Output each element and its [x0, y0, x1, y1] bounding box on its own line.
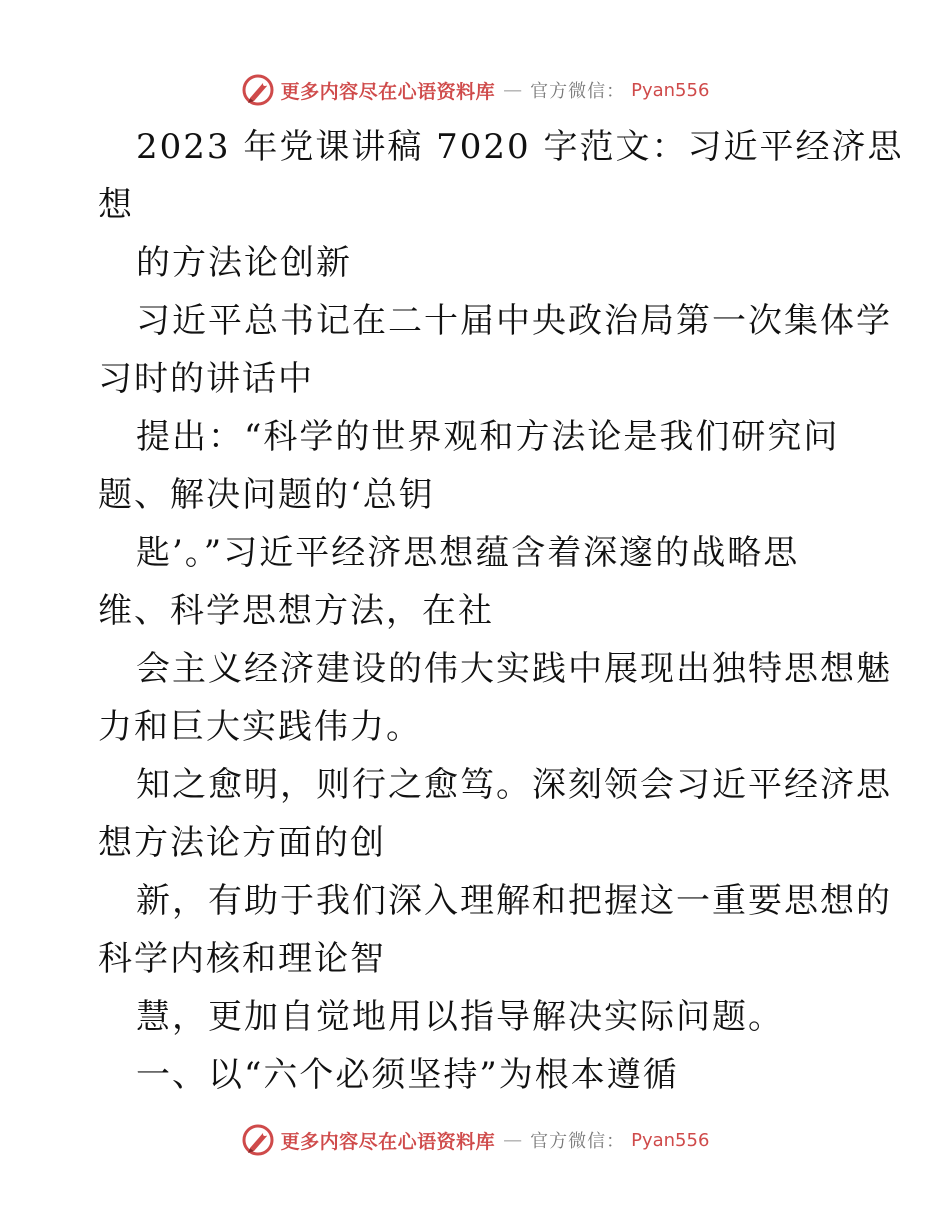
text-line: 维、科学思想方法，在社 — [98, 591, 494, 631]
text-line: 的方法论创新 — [136, 243, 352, 283]
pen-logo-icon — [241, 1123, 275, 1157]
text-line: 知之愈明，则行之愈笃。深刻领会习近平经济思 — [136, 765, 892, 805]
text-line: 题、解决问题的‘总钥 — [98, 475, 435, 515]
document-body — [98, 118, 904, 1104]
text-line: 力和巨大实践伟力。 — [98, 707, 422, 747]
text-line: 2023 年党课讲稿 7020 字范文：习近平经济思 — [136, 127, 904, 167]
text-line: 习近平总书记在二十届中央政治局第一次集体学 — [136, 301, 892, 341]
text-line: 匙’。”习近平经济思想蕴含着深邃的战略思 — [136, 533, 800, 573]
watermark-wechat-id: Pyan556 — [631, 79, 710, 101]
watermark-footer — [0, 1120, 950, 1160]
pen-logo-icon — [241, 73, 275, 107]
watermark-sub-text: 官方微信： — [530, 1131, 626, 1152]
text-line: 一、以“六个必须坚持”为根本遵循 — [136, 1055, 679, 1095]
text-line: 想 — [98, 185, 134, 225]
text-line: 会主义经济建设的伟大实践中展现出独特思想魅 — [136, 649, 892, 689]
watermark-wechat-id: Pyan556 — [631, 1129, 710, 1151]
text-line: 想方法论方面的创 — [98, 823, 386, 863]
text-line: 科学内核和理论智 — [98, 939, 386, 979]
watermark-dash: — — [503, 79, 523, 101]
watermark-main-text: 更多内容尽在心语资料库 — [280, 80, 496, 103]
text-line: 提出：“科学的世界观和方法论是我们研究问 — [136, 417, 840, 457]
watermark-sub-text: 官方微信： — [530, 81, 626, 102]
watermark-header — [0, 70, 950, 110]
watermark-main-text: 更多内容尽在心语资料库 — [280, 1130, 496, 1153]
watermark-dash: — — [503, 1129, 523, 1151]
text-line: 慧，更加自觉地用以指导解决实际问题。 — [136, 997, 784, 1037]
text-line: 新，有助于我们深入理解和把握这一重要思想的 — [136, 881, 892, 921]
text-line: 习时的讲话中 — [98, 359, 314, 399]
